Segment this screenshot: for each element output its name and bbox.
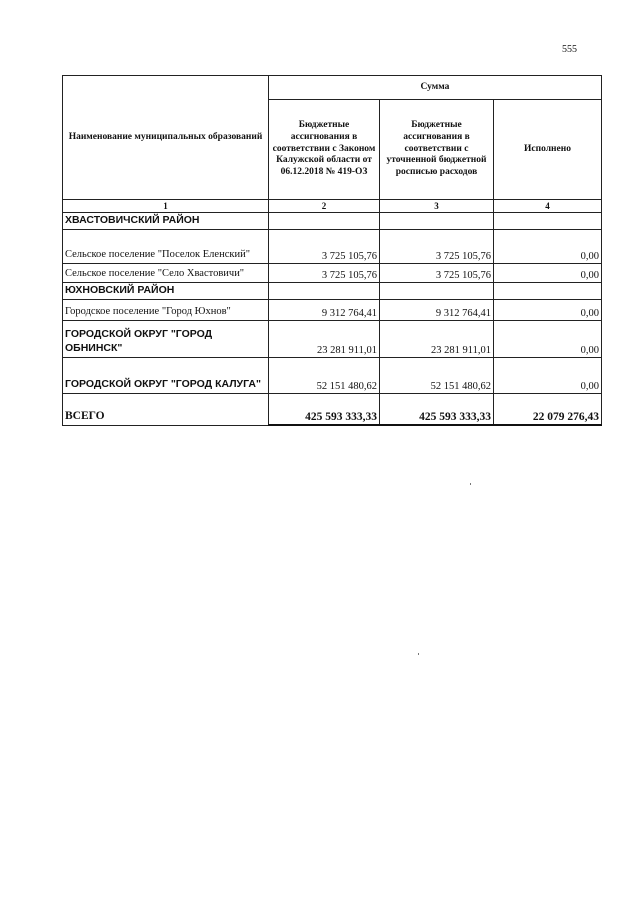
district-name: ЮХНОВСКИЙ РАЙОН [63,282,269,299]
value-cell [494,282,602,299]
city-district-name: ГОРОДСКОЙ ОКРУГ "ГОРОД ОБНИНСК" [63,320,269,357]
municipality-name: Сельское поселение "Село Хвастовичи" [63,263,269,282]
column-number-row [63,200,602,213]
header-refined-allocations: Бюджетные ассигнования в соответствии с уточненной бюджетной росписью расходов [380,100,494,200]
column-number: 1 [63,200,269,213]
table-row [63,263,602,282]
value-cell: 0,00 [494,299,602,320]
table-row [63,282,602,299]
column-number: 3 [380,200,494,213]
value-cell: 52 151 480,62 [380,357,494,393]
value-cell: 3 725 105,76 [269,229,380,263]
header-law-allocations: Бюджетные ассигнования в соответствии с Законом Калужской области от 06.12.2018 № 419-ОЗ [269,100,380,200]
header-municipality: Наименование муниципальных образований [63,76,269,200]
table-row [63,357,602,393]
table-row [63,229,602,263]
table-row [63,320,602,357]
value-cell [380,282,494,299]
value-cell: 0,00 [494,320,602,357]
column-number: 2 [269,200,380,213]
value-cell: 23 281 911,01 [380,320,494,357]
total-label: ВСЕГО [63,393,269,425]
total-row [63,393,602,425]
scan-speck [470,483,471,485]
value-cell: 9 312 764,41 [380,299,494,320]
value-cell: 3 725 105,76 [380,263,494,282]
table-row [63,299,602,320]
municipality-name: Городское поселение "Город Юхнов" [63,299,269,320]
page-number: 555 [562,44,577,55]
value-cell: 52 151 480,62 [269,357,380,393]
table-row [63,213,602,230]
value-cell [494,213,602,230]
total-value: 22 079 276,43 [494,393,602,425]
value-cell: 3 725 105,76 [269,263,380,282]
value-cell: 0,00 [494,229,602,263]
city-district-name: ГОРОДСКОЙ ОКРУГ "ГОРОД КАЛУГА" [63,357,269,393]
value-cell [269,213,380,230]
scan-speck [418,653,419,655]
district-name: ХВАСТОВИЧСКИЙ РАЙОН [63,213,269,230]
value-cell: 23 281 911,01 [269,320,380,357]
value-cell: 3 725 105,76 [380,229,494,263]
total-value: 425 593 333,33 [269,393,380,425]
budget-table [62,75,602,426]
value-cell: 9 312 764,41 [269,299,380,320]
header-executed: Исполнено [494,100,602,200]
total-value: 425 593 333,33 [380,393,494,425]
column-number: 4 [494,200,602,213]
value-cell [380,213,494,230]
value-cell: 0,00 [494,357,602,393]
municipality-name: Сельское поселение "Поселок Еленский" [63,229,269,263]
value-cell [269,282,380,299]
header-sum: Сумма [269,76,602,100]
value-cell: 0,00 [494,263,602,282]
